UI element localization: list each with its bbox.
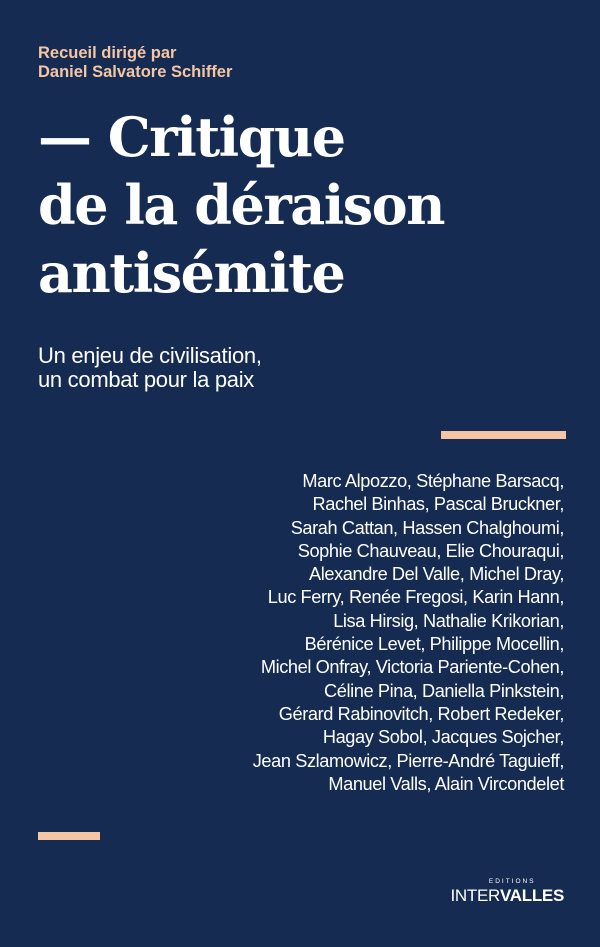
author-line: Marc Alpozzo, Stéphane Barsacq, bbox=[302, 471, 564, 491]
author-line: Sophie Chauveau, Elie Chouraqui, bbox=[297, 540, 564, 561]
publisher-logo-small: EDITIONS bbox=[488, 878, 536, 885]
author-line: Rachel Binhas, Pascal Bruckner, bbox=[312, 494, 564, 515]
book-title-line3: antisémite bbox=[38, 241, 345, 305]
author-line: Luc Ferry, Renée Fregosi, Karin Hann, bbox=[267, 587, 564, 608]
editor-credit bbox=[38, 44, 232, 82]
author-line: Michel Onfray, Victoria Pariente-Cohen, bbox=[260, 657, 564, 678]
accent-rule-top bbox=[441, 431, 566, 439]
book-title bbox=[38, 103, 444, 307]
author-line: Gérard Rabinovitch, Robert Redeker, bbox=[278, 703, 564, 724]
editor-credit-line2: Daniel Salvatore Schiffer bbox=[38, 63, 233, 81]
book-subtitle bbox=[38, 344, 262, 392]
book-subtitle-line2: un combat pour la paix bbox=[38, 367, 254, 392]
publisher-logo-name bbox=[450, 886, 564, 906]
accent-rule-bottom bbox=[38, 832, 100, 840]
author-line: Hagay Sobol, Jacques Sojcher, bbox=[322, 727, 564, 748]
author-line: Alexandre Del Valle, Michel Dray, bbox=[308, 564, 564, 585]
author-line: Céline Pina, Daniella Pinkstein, bbox=[324, 680, 564, 701]
author-line: Sarah Cattan, Hassen Chalghoumi, bbox=[290, 517, 564, 538]
author-line: Jean Szlamowicz, Pierre-André Taguieff, bbox=[252, 750, 564, 771]
publisher-logo-part1: INTER bbox=[450, 886, 500, 905]
book-subtitle-line1: Un enjeu de civilisation, bbox=[38, 343, 262, 368]
author-line: Manuel Valls, Alain Vircondelet bbox=[328, 773, 564, 794]
publisher-logo-part2: VALLES bbox=[499, 886, 564, 905]
author-list bbox=[253, 470, 564, 796]
editor-credit-line1: Recueil dirigé par bbox=[38, 44, 177, 62]
author-line: Bérénice Levet, Philippe Mocellin, bbox=[304, 634, 564, 655]
book-title-line2: de la déraison bbox=[38, 173, 444, 237]
author-line: Lisa Hirsig, Nathalie Krikorian, bbox=[333, 610, 564, 631]
publisher-logo bbox=[450, 878, 564, 906]
book-title-line1: — Critique bbox=[38, 105, 345, 169]
